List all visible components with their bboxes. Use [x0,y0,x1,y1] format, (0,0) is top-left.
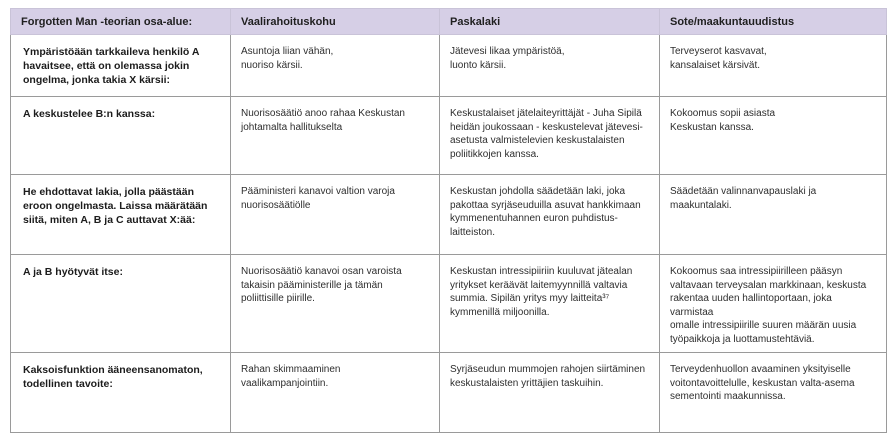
cell-text: Jätevesi likaa ympäristöä, luonto kärsii. [450,46,565,71]
paskalaki-cell [440,35,660,97]
theory-cell [11,353,231,433]
paskalaki-cell [440,255,660,353]
comparison-table [10,8,887,433]
table-body [11,35,887,433]
cell-text: Syrjäseudun mummojen rahojen siirtäminen keskustalaisten yrittäjien taskuihin. [450,364,646,389]
header-sote: Sote/maakuntauudistus [660,9,887,35]
table-row [11,35,887,97]
table-header [11,9,887,35]
theory-text: Ympäristöään tarkkaileva henkilö A havaitsee, että on olemassa jokin ongelma, jonka takia X kärsii: [23,46,200,86]
paskalaki-cell [440,97,660,175]
theory-cell [11,255,231,353]
cell-text: Kokoomus sopii asiasta Keskustan kanssa. [670,108,776,133]
table-row [11,175,887,255]
sote-cell [660,175,887,255]
theory-text: Kaksoisfunktion ääneensanomaton, todellinen tavoite: [23,364,203,390]
header-vaalirahoituskohu: Vaalirahoituskohu [231,9,440,35]
cell-text: Kokoomus saa intressipiirilleen pääsyn valtavaan terveysalan markkinaan, keskusta rakentaa uuden hallintoportaan, joka varmistaa omalle intressipiirille suuren määrän uusia työpaikkoja ja luottamustehtäviä. [670,266,867,345]
vaalirahoitus-cell [231,175,440,255]
theory-cell [11,97,231,175]
table-row [11,353,887,433]
paskalaki-cell [440,353,660,433]
theory-text: A keskustelee B:n kanssa: [23,108,156,120]
header-paskalaki: Paskalaki [440,9,660,35]
theory-cell [11,175,231,255]
paskalaki-cell [440,175,660,255]
cell-text: Rahan skimmaaminen vaalikampanjointiin. [241,364,341,389]
table-row [11,97,887,175]
header-theory-area: Forgotten Man -teorian osa-alue: [11,9,231,35]
cell-text: Keskustan johdolla säädetään laki, joka pakottaa syrjäseuduilla asuvat hankkimaan kymmenentuhannen euron puhdistus- laitteiston. [450,186,641,238]
sote-cell [660,353,887,433]
cell-text: Nuorisosäätiö kanavoi osan varoista takaisin pääministerille ja tämän poliittisille piirille. [241,266,402,304]
cell-text: Keskustan intressipiiriin kuuluvat jätealan yritykset keräävät laitemyynnillä valtavia summia. Sipilän yritys myy laitteita³⁷ kymmenillä miljoonilla. [450,266,633,318]
vaalirahoitus-cell [231,97,440,175]
sote-cell [660,255,887,353]
cell-text: Asuntoja liian vähän, nuoriso kärsii. [241,46,334,71]
theory-text: A ja B hyötyvät itse: [23,266,123,278]
cell-text: Keskustalaiset jätelaiteyrittäjät - Juha Sipilä heidän joukossaan - keskustelevat jätevesi- asetusta valmistelevien keskustalaisten poliitikkojen kanssa. [450,108,643,160]
theory-cell [11,35,231,97]
cell-text: Nuorisosäätiö anoo rahaa Keskustan johtamalta hallitukselta [241,108,405,133]
cell-text: Terveyserot kasvavat, kansalaiset kärsivät. [670,46,767,71]
sote-cell [660,35,887,97]
cell-text: Pääministeri kanavoi valtion varoja nuorisosäätiölle [241,186,395,211]
sote-cell [660,97,887,175]
vaalirahoitus-cell [231,35,440,97]
vaalirahoitus-cell [231,255,440,353]
cell-text: Säädetään valinnanvapauslaki ja maakuntalaki. [670,186,817,211]
vaalirahoitus-cell [231,353,440,433]
cell-text: Terveydenhuollon avaaminen yksityiselle voitontavoittelulle, keskustan valta-asema sementointi maakunnissa. [670,364,855,402]
theory-text: He ehdottavat lakia, jolla päästään eroon ongelmasta. Laissa määrätään siitä, miten A, B ja C auttavat X:ää: [23,186,208,226]
table-row [11,255,887,353]
header-row [11,9,887,35]
